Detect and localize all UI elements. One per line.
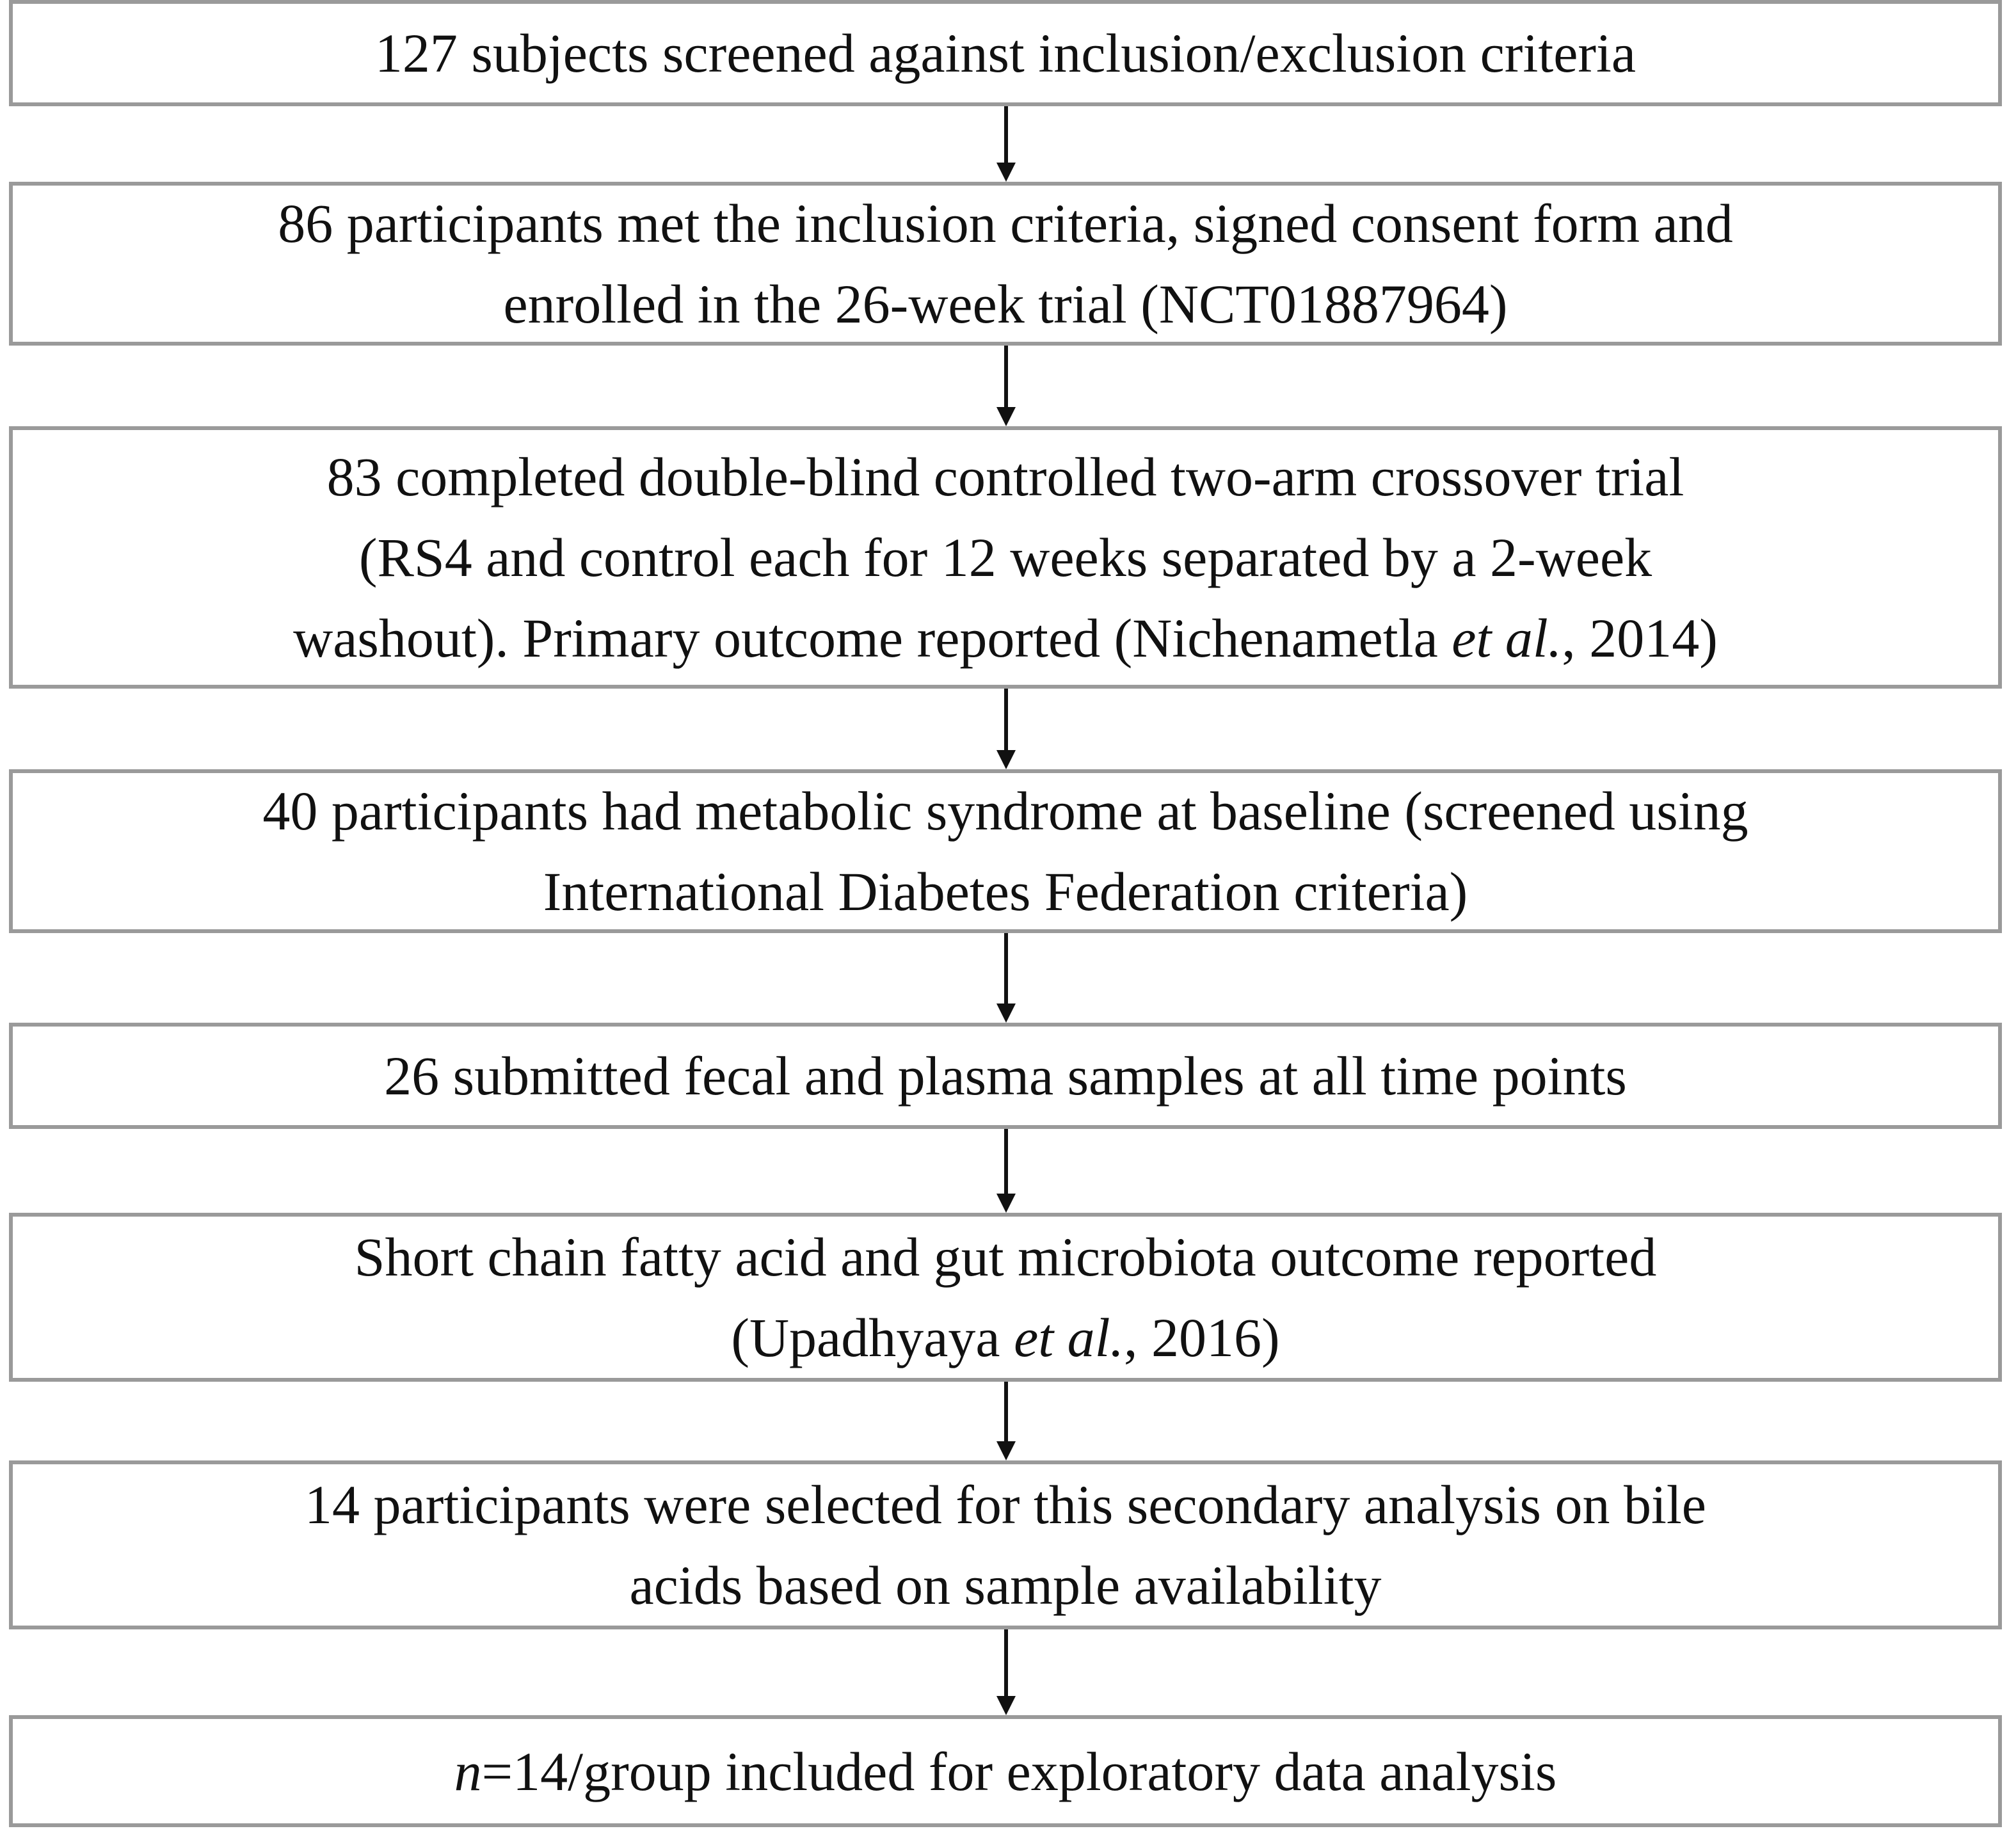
flow-step-line xyxy=(375,13,1636,93)
flow-step-line xyxy=(543,851,1468,932)
step-text: acids based on sample availability xyxy=(629,1555,1382,1616)
step-text: 83 completed double-blind controlled two-arm crossover trial xyxy=(326,446,1684,508)
step-text: enrolled in the 26-week trial (NCT01887964) xyxy=(503,273,1508,335)
down-arrow-icon xyxy=(996,106,1016,182)
flow-step-box xyxy=(9,0,2002,106)
flow-step-line xyxy=(293,598,1718,678)
flow-step-box xyxy=(9,1213,2002,1382)
flow-step-line xyxy=(630,1545,1382,1626)
step-text: , 2016) xyxy=(1124,1307,1280,1368)
down-arrow-icon xyxy=(996,1382,1016,1460)
flow-step-box xyxy=(9,426,2002,689)
flow-step-box xyxy=(9,1715,2002,1827)
step-text: washout). Primary outcome reported (Nichenametla xyxy=(293,607,1452,669)
step-text: (Upadhyaya xyxy=(731,1307,1014,1368)
italic-text: et al. xyxy=(1452,607,1562,669)
flow-step-box xyxy=(9,1460,2002,1629)
step-text: , 2014) xyxy=(1562,607,1718,669)
flow-step-box xyxy=(9,769,2002,933)
flow-step-line xyxy=(355,1217,1657,1297)
down-arrow-icon xyxy=(996,933,1016,1023)
flow-step-line xyxy=(327,436,1684,517)
step-text: International Diabetes Federation criteria) xyxy=(543,861,1468,922)
step-text: 14 participants were selected for this secondary analysis on bile xyxy=(305,1474,1706,1535)
flow-step-line xyxy=(503,264,1507,344)
step-text: =14/group included for exploratory data analysis xyxy=(481,1740,1557,1802)
italic-text: n xyxy=(454,1740,482,1802)
step-text: 40 participants had metabolic syndrome at baseline (screened using xyxy=(262,780,1748,842)
flow-step-box xyxy=(9,182,2002,346)
step-text: (RS4 and control each for 12 weeks separated by a 2-week xyxy=(358,527,1652,588)
flow-step-line xyxy=(454,1731,1557,1812)
flow-step-box xyxy=(9,1023,2002,1129)
flow-step-line xyxy=(305,1464,1706,1545)
italic-text: et al. xyxy=(1014,1307,1124,1368)
flow-step-line xyxy=(278,183,1733,264)
flow-step-line xyxy=(731,1297,1279,1378)
down-arrow-icon xyxy=(996,346,1016,426)
down-arrow-icon xyxy=(996,689,1016,769)
down-arrow-icon xyxy=(996,1629,1016,1715)
step-text: Short chain fatty acid and gut microbiota outcome reported xyxy=(354,1226,1657,1288)
flow-step-line xyxy=(359,517,1652,598)
flow-step-line xyxy=(384,1035,1627,1116)
down-arrow-icon xyxy=(996,1129,1016,1213)
step-text: 86 participants met the inclusion criteria, signed consent form and xyxy=(278,193,1733,254)
step-text: 127 subjects screened against inclusion/exclusion criteria xyxy=(374,22,1636,84)
step-text: 26 submitted fecal and plasma samples at all time points xyxy=(384,1045,1627,1107)
flow-step-line xyxy=(262,771,1748,851)
